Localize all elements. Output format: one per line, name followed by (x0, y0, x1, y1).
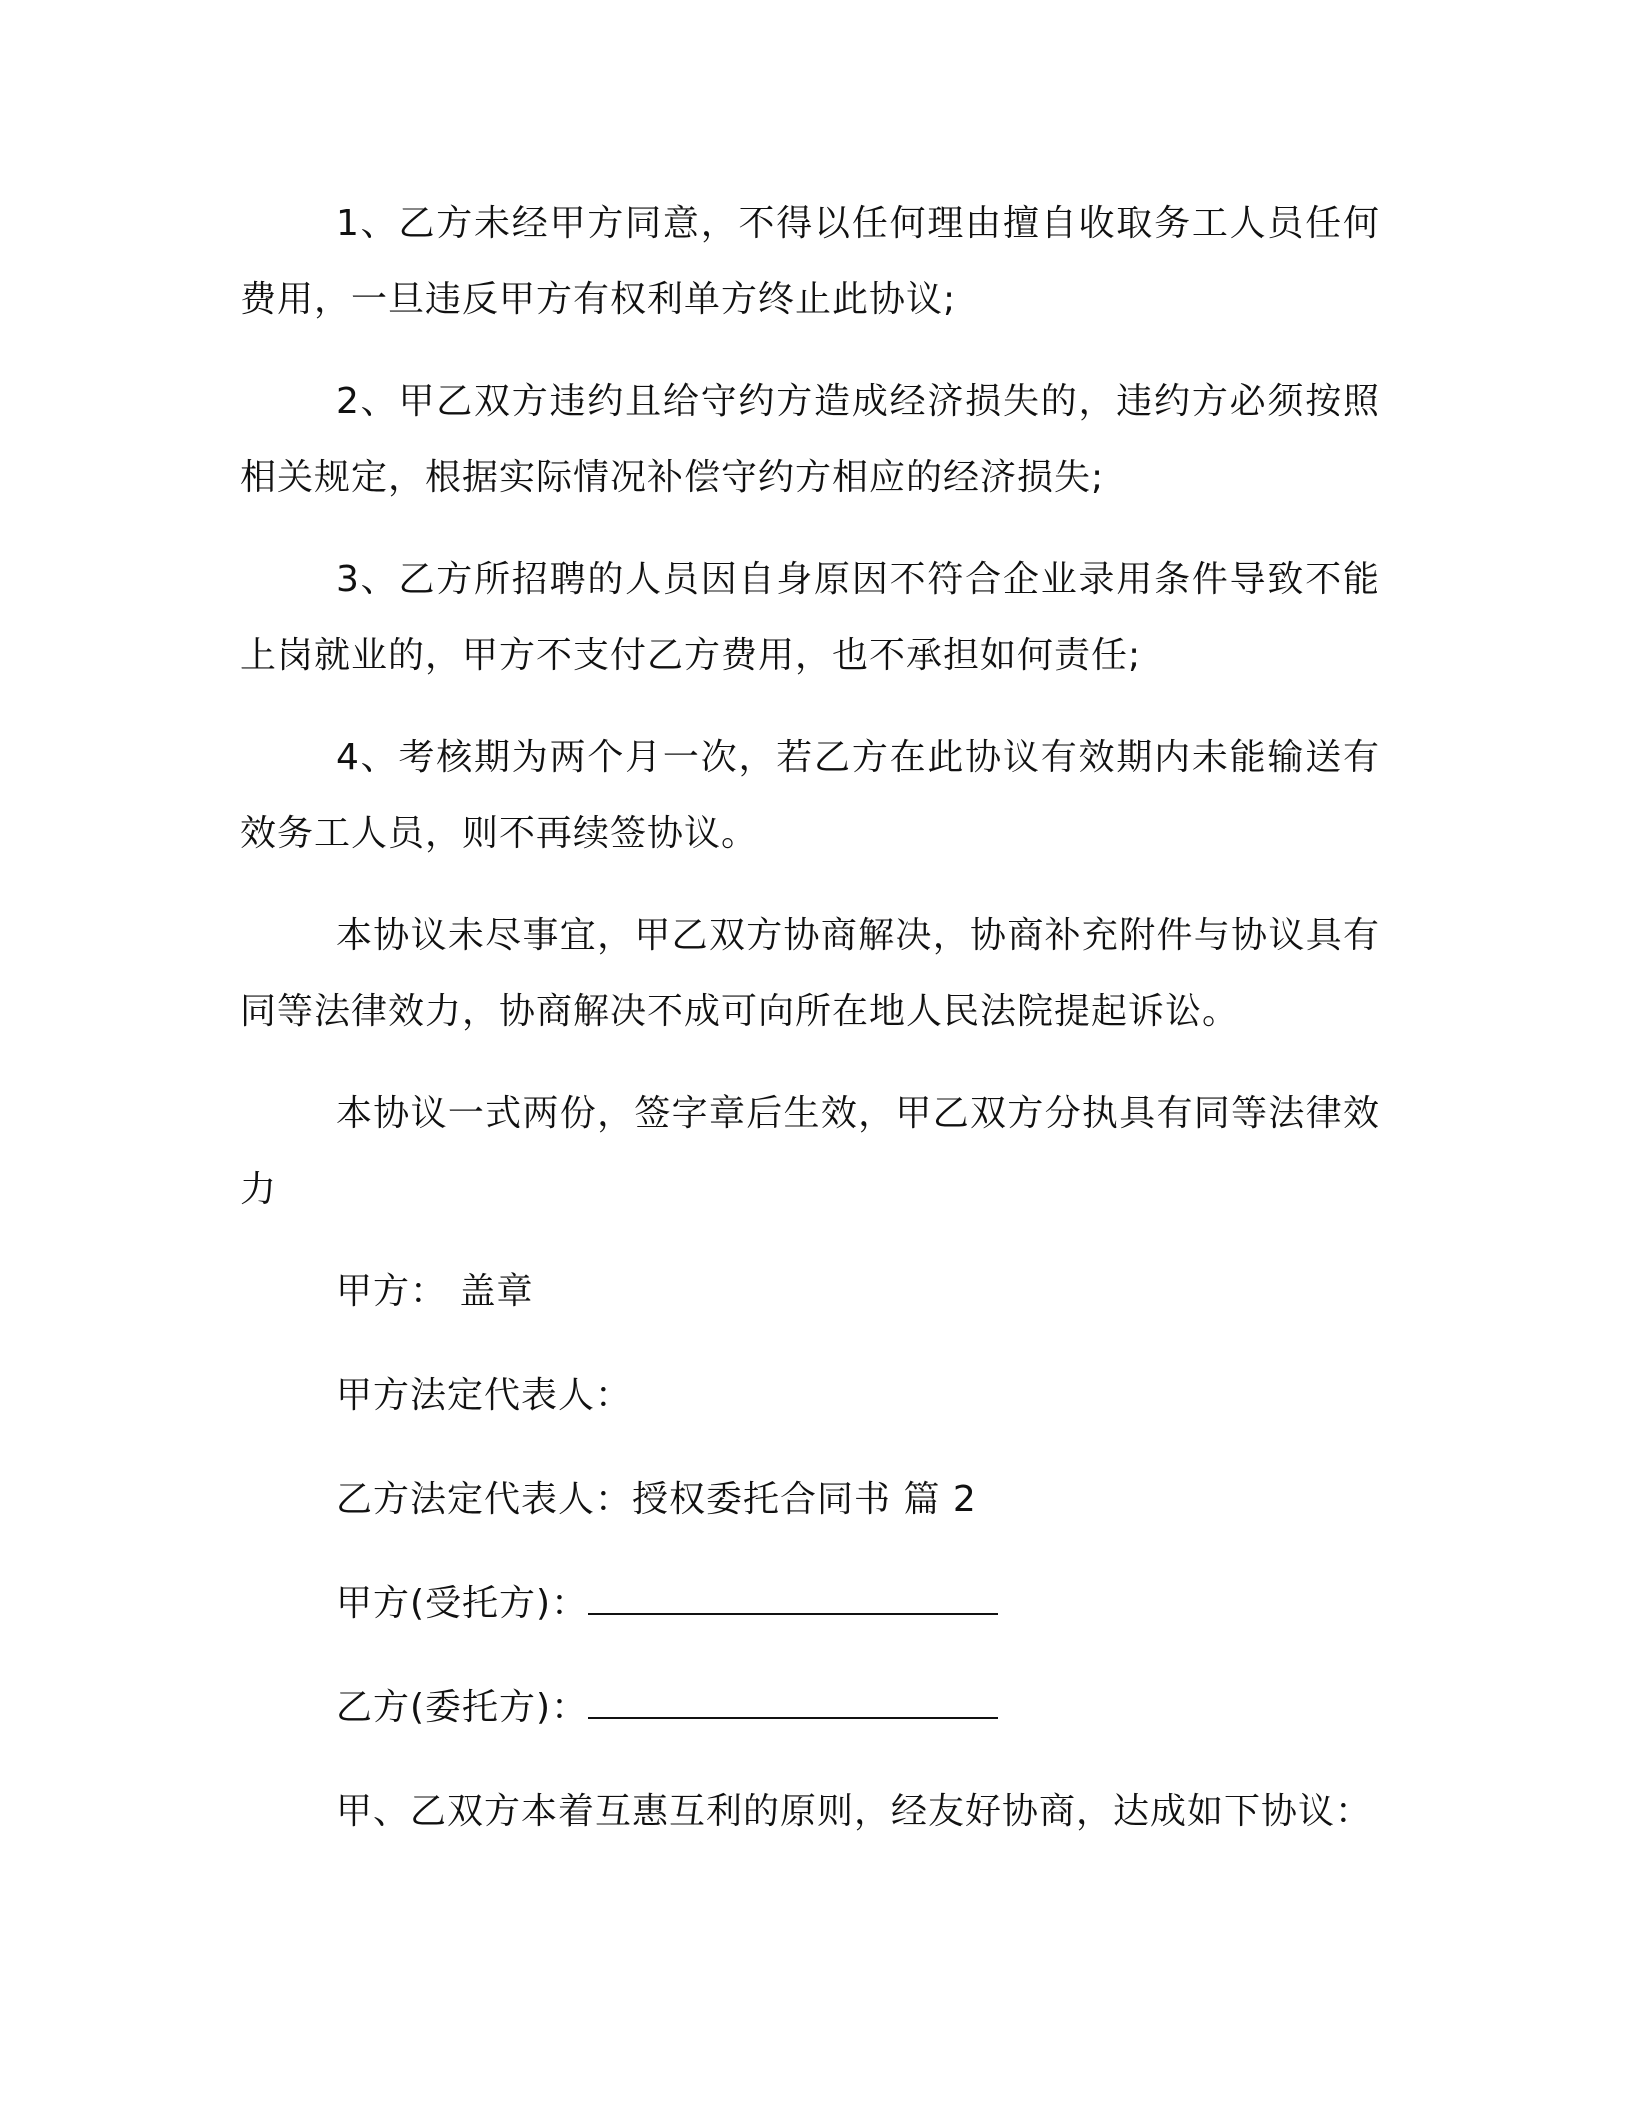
trustor-blank (588, 1687, 998, 1719)
trustor-field (240, 1670, 1380, 1746)
trustor-label: 乙方(委托方)： (336, 1687, 589, 1728)
party-b-representative-line: 乙方法定代表人：授权委托合同书 篇 2 (336, 1479, 977, 1520)
unresolved-matters-paragraph: 本协议未尽事宜，甲乙双方协商解决，协商补充附件与协议具有同等法律效力，协商解决不成可向所在地人民法院提起诉讼。 (240, 915, 1380, 1032)
clause-3: 3、乙方所招聘的人员因自身原因不符合企业录用条件导致不能上岗就业的，甲方不支付乙方费用，也不承担如何责任; (240, 559, 1380, 676)
clause-2: 2、甲乙双方违约且给守约方造成经济损失的，违约方必须按照相关规定，根据实际情况补偿守约方相应的经济损失; (240, 381, 1380, 498)
copies-paragraph: 本协议一式两份，签字章后生效，甲乙双方分执具有同等法律效力 (240, 1093, 1380, 1210)
clause-1: 1、乙方未经甲方同意，不得以任何理由擅自收取务工人员任何费用，一旦违反甲方有权利单方终止此协议; (240, 203, 1380, 320)
party-a-seal-line: 甲方： 盖章 (336, 1271, 534, 1312)
trustee-field (240, 1566, 1380, 1642)
trustee-blank (588, 1583, 998, 1615)
document-body (240, 186, 1380, 1878)
trustee-label: 甲方(受托方)： (336, 1583, 589, 1624)
agreement-intro-line: 甲、乙双方本着互惠互利的原则，经友好协商，达成如下协议： (336, 1791, 1373, 1832)
party-a-representative-line: 甲方法定代表人： (336, 1375, 633, 1416)
clause-4: 4、考核期为两个月一次，若乙方在此协议有效期内未能输送有效务工人员，则不再续签协议。 (240, 737, 1380, 854)
